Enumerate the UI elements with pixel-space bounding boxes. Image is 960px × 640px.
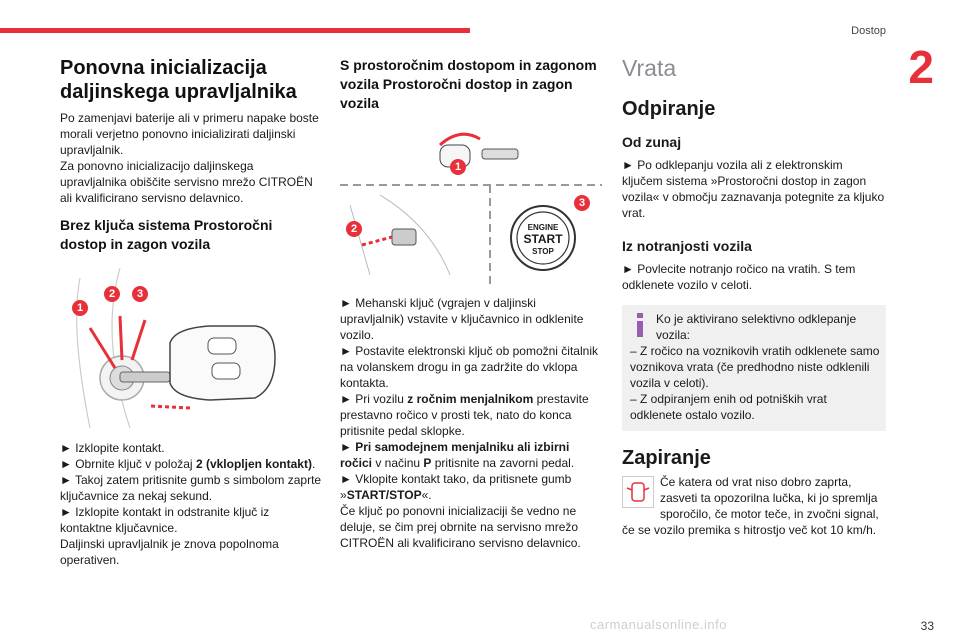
top-accent-bar [0,28,470,33]
step-4: ► Izklopite kontakt in odstranite ključ iz kontaktne ključavnice. [60,505,270,535]
info-text-1: Ko je aktivirano selektivno odklepanje vozila: [656,312,857,342]
info-icon [630,311,650,339]
door-open-warning-icon [622,476,654,508]
step-1: ► Izklopite kontakt. [60,441,165,455]
callout-3: 3 [132,286,148,302]
callout-2: 2 [104,286,120,302]
column-1 [60,56,322,568]
callout-1: 1 [450,159,466,175]
step-2: ► Obrnite ključ v položaj 2 (vklopljen kontakt). [60,457,316,471]
callout-1: 1 [72,300,88,316]
column-3 [622,56,886,538]
info-text-3: – Z odpiranjem enih od potniških vrat odklenete ostalo vozilo. [630,392,827,422]
heading-without-key: Brez ključa sistema Prostoročni dostop in zagon vozila [60,217,273,252]
engine-start-stop-button: ENGINE START STOP [523,223,563,256]
hf-step-1: ► Mehanski ključ (vgrajen v daljinski upravljalnik) vstavite v ključavnico in odklenite vozilo. [340,296,584,342]
heading-handsfree: S prostoročnim dostopom in zagonom vozila Prostoročni dostop in zagon vozila [340,57,597,111]
info-text-2: – Z ročico na voznikovih vratih odklenete samo voznikova vrata (če predhodno niste odklenili vozila v celoti). [630,344,880,390]
heading-opening: Odpiranje [622,98,716,120]
section-label: Dostop [851,25,886,37]
hf-step-5: ► Vklopite kontakt tako, da pritisnete gumb »START/STOP«. [340,472,572,502]
hf-step-2: ► Postavite elektronski ključ ob pomožni čitalnik na volanskem drogu in ga zadržite do vklopa kontakta. [340,344,598,390]
closing-text: Če katera od vrat niso dobro zaprta, zasveti ta opozorilna lučka, ki jo spremlja sporočilo, če motor teče, in zvočni signal, če se vozilo premika s hitrostjo več kot 10 km/h. [622,475,879,537]
inside-text: ► Povlecite notranjo ročico na vratih. S tem odklenete vozilo v celoti. [622,262,856,292]
hf-note: Če ključ po ponovni inicializaciji še vedno ne deluje, se čim prej obrnite na servisno mrežo CITROËN ali kvalificirano servisno delavnico. [340,504,581,550]
callout-2: 2 [346,221,362,237]
callout-3: 3 [574,195,590,211]
heading-doors: Vrata [622,55,677,81]
step-5: Daljinski upravljalnik je znova popolnoma operativen. [60,537,279,567]
chapter-number: 2 [908,41,934,93]
heading-inside: Iz notranjosti vozila [622,238,752,254]
reinit-intro: Po zamenjavi baterije ali v primeru napake boste morali verjetno ponovno inicializirati daljinski upravljalnik. Za ponovno inicializacijo daljinskega upravljalnika obiščite servisno mrežo CITROËN ali kvalificirano servisno delavnico. [60,111,319,205]
watermark: carmanualsonline.info [590,617,727,632]
page-number: 33 [920,619,934,633]
heading-closing: Zapiranje [622,447,711,469]
heading-outside: Od zunaj [622,134,682,150]
column-2 [340,56,602,551]
outside-text: ► Po odklepanju vozila ali z elektronskim ključem sistema »Prostoročni dostop in zagon vozila« v območju zaznavanja potegnite za kljuko vrat. [622,158,885,220]
handsfree-illustration [340,125,602,285]
step-3: ► Takoj zatem pritisnite gumb s simbolom zaprte ključavnice za nekaj sekund. [60,473,322,503]
heading-reinit: Ponovna inicializacija daljinskega upravljalnika [60,57,297,103]
hf-step-4: ► Pri samodejnem menjalniku ali izbirni ročici v načinu P pritisnite na zavorni pedal. [340,440,575,470]
hf-step-3: ► Pri vozilu z ročnim menjalnikom prestavite prestavno ročico v prosti tek, nato do konca pritisnite pedal sklopke. [340,392,589,438]
info-box [622,305,886,431]
key-illustration [60,268,280,428]
